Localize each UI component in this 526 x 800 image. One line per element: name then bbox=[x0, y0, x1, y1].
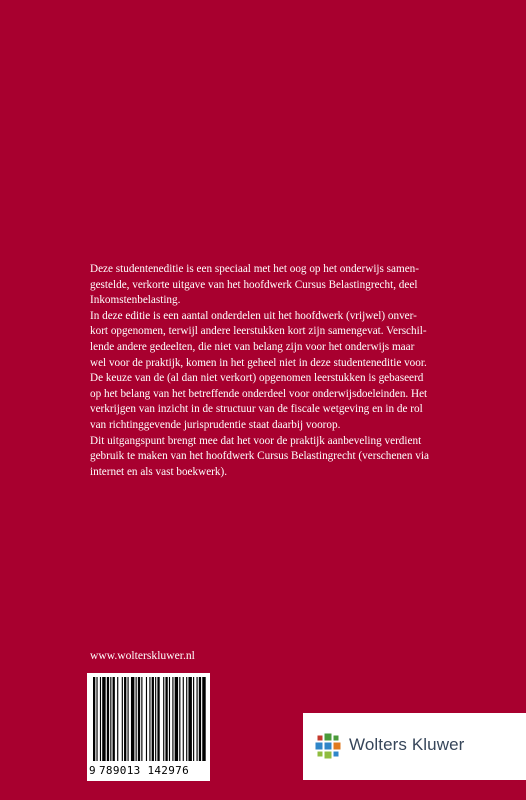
publisher-website: www.wolterskluwer.nl bbox=[90, 649, 195, 662]
blurb-paragraph-3: De keuze van de (al dan niet verkort) opgenomen leerstukken is gebaseerd op het belang van het betreffende onderdeel voor onderwijsdoeleinden. Het verkrijgen van inzicht in de structuur van de fiscale wetgeving en in de rol van richtinggevende jurisprudentie staat daarbij voorop. bbox=[90, 372, 428, 431]
barcode-bars bbox=[87, 673, 210, 765]
blurb-paragraph-1: Deze studenteneditie is een speciaal met het oog op het onderwijs samen- gestelde, verkorte uitgave van het hoofdwerk Cursus Belastingrecht, deel Inkomstenbelasting. bbox=[90, 263, 419, 307]
isbn-barcode bbox=[87, 673, 210, 781]
barcode-number: 789013 142976 bbox=[99, 764, 189, 777]
publisher-name: Wolters Kluwer bbox=[349, 735, 465, 754]
barcode-digits bbox=[87, 762, 210, 780]
blurb-text bbox=[90, 262, 470, 480]
blurb-paragraph-4: Dit uitgangspunt brengt mee dat het voor de praktijk aanbeveling verdient gebruik te maken van het hoofdwerk Cursus Belastingrecht (verschenen via internet en als vast boekwerk). bbox=[90, 434, 429, 478]
blurb-paragraph-2: In deze editie is een aantal onderdelen uit het hoofdwerk (vrijwel) onver- kort opgenomen, terwijl andere leerstukken kort zijn samengevat. Verschil- lende andere gedeelten, die niet van belang zijn voor het onderwijs maar wel voor de praktijk, komen in het geheel niet in deze studenteneditie voor. bbox=[90, 309, 427, 369]
publisher-logo-panel bbox=[303, 713, 526, 780]
barcode-lead-digit: 9 bbox=[89, 764, 96, 777]
wolters-kluwer-logo-icon bbox=[315, 733, 341, 759]
